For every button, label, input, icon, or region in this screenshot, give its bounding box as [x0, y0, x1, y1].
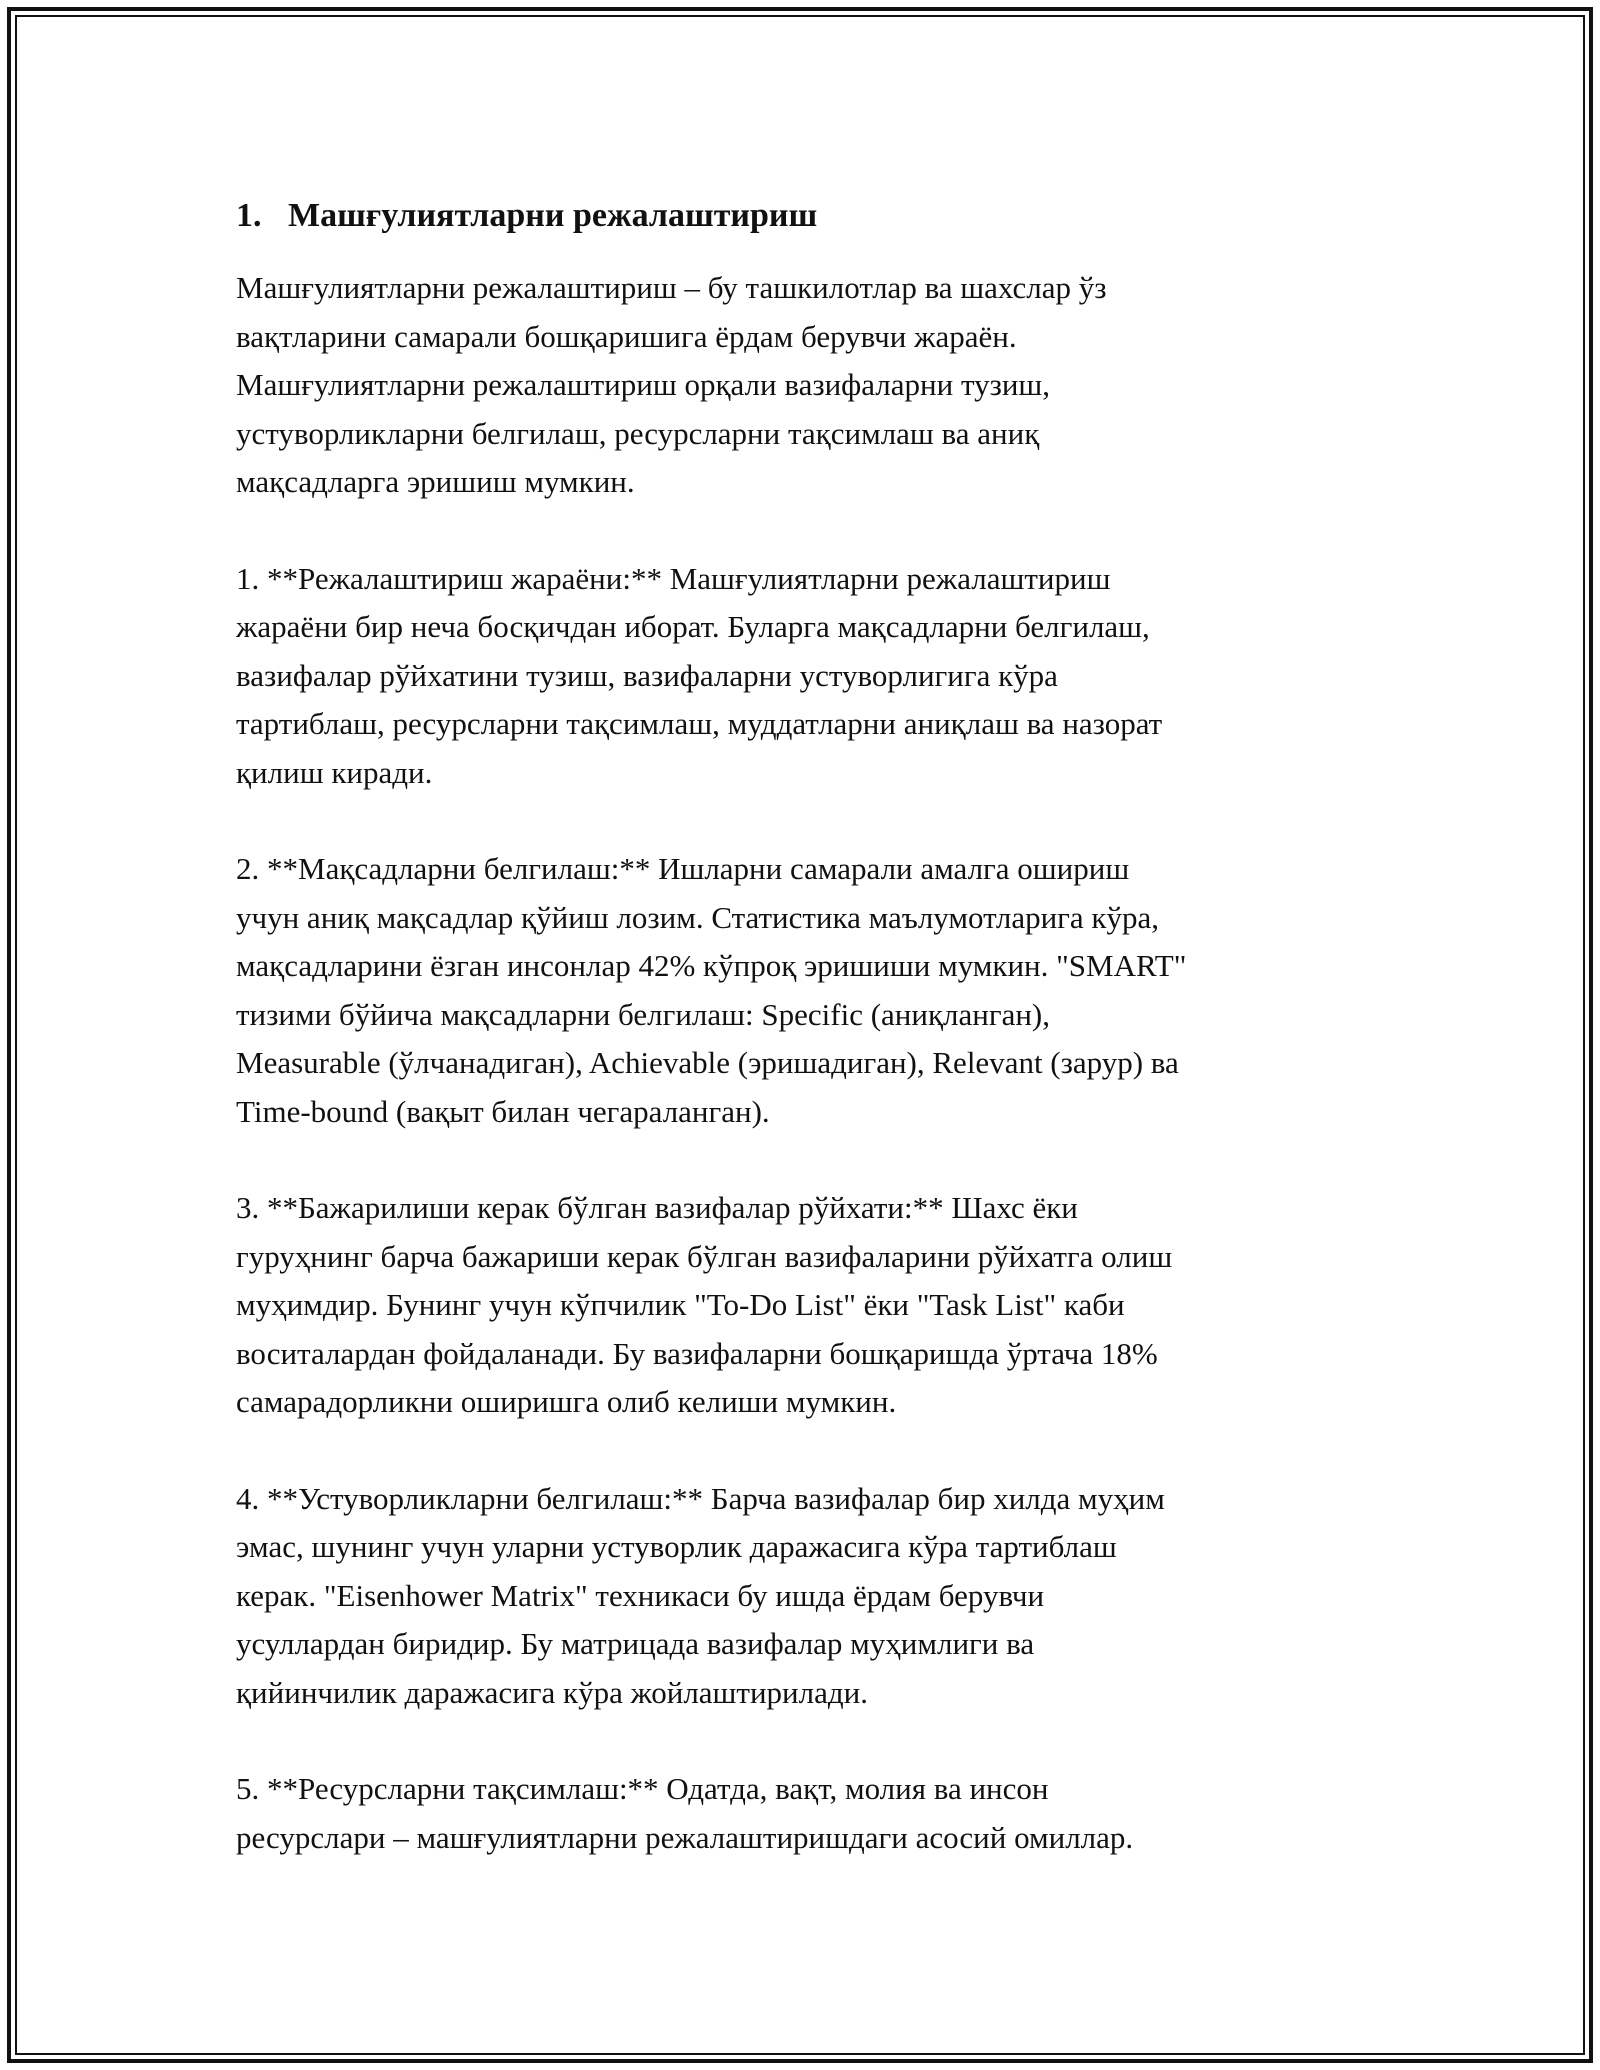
paragraph-resource-allocation: 5. **Ресурсларни тақсимлаш:** Одатда, вақт, молия ва инсон ресурслари – машғулиятларни режалаштиришдаги асосий омиллар. [236, 1771, 1134, 1855]
paragraph-setting-goals: 2. **Мақсадларни белгилаш:** Ишларни самарали амалга ошириш учун аниқ мақсадлар қўйиш лозим. Статистика маълумотларига кўра, мақсадларини ёзган инсонлар 42% кўпроқ эришиши мумкин. "SMART" тизими бўйича мақсадларни белгилаш: Specific (аниқланган), Measurable (ўлчанадиган), Achievable (эришадиган), Relevant (зарур) ва Time-bound (вақыт билан чегараланган). [236, 851, 1187, 1129]
document-body [236, 188, 1366, 1910]
section-title: Машғулиятларни режалаштириш [288, 197, 818, 234]
intro-paragraph: Машғулиятларни режалаштириш – бу ташкилотлар ва шахслар ўз вақтларини самарали бошқаришига ёрдам берувчи жараён. Машғулиятларни режалаштириш орқали вазифаларни тузиш, устуворликларни белгилаш, ресурсларни тақсимлаш ва аниқ мақсадларга эришиш мумкин. [236, 270, 1107, 499]
paragraph-task-list: 3. **Бажарилиши керак бўлган вазифалар рўйхати:** Шахс ёки гуруҳнинг барча бажариши керак бўлган вазифаларини рўйхатга олиш муҳимдир. Бунинг учун кўпчилик "To-Do List" ёки "Task List" каби воситалардан фойдаланади. Бу вазифаларни бошқаришда ўртача 18% самарадорликни оширишга олиб келиши мумкин. [236, 1190, 1173, 1419]
paragraph-priorities: 4. **Устуворликларни белгилаш:** Барча вазифалар бир хилда муҳим эмас, шунинг учун уларни устуворлик даражасига кўра тартиблаш керак. "Eisenhower Matrix" техникаси бу ишда ёрдам берувчи усуллардан биридир. Бу матрицада вазифалар муҳимлиги ва қийинчилик даражасига кўра жойлаштирилади. [236, 1480, 1165, 1710]
paragraph-planning-process: 1. **Режалаштириш жараёни:** Машғулиятларни режалаштириш жараёни бир неча босқичдан иборат. Буларга мақсадларни белгилаш, вазифалар рўйхатини тузиш, вазифаларни устуворлигига кўра тартиблаш, ресурсларни тақсимлаш, муддатларни аниқлаш ва назорат қилиш киради. [236, 560, 1163, 790]
section-number: 1. [236, 197, 262, 234]
section-heading [236, 188, 1366, 244]
